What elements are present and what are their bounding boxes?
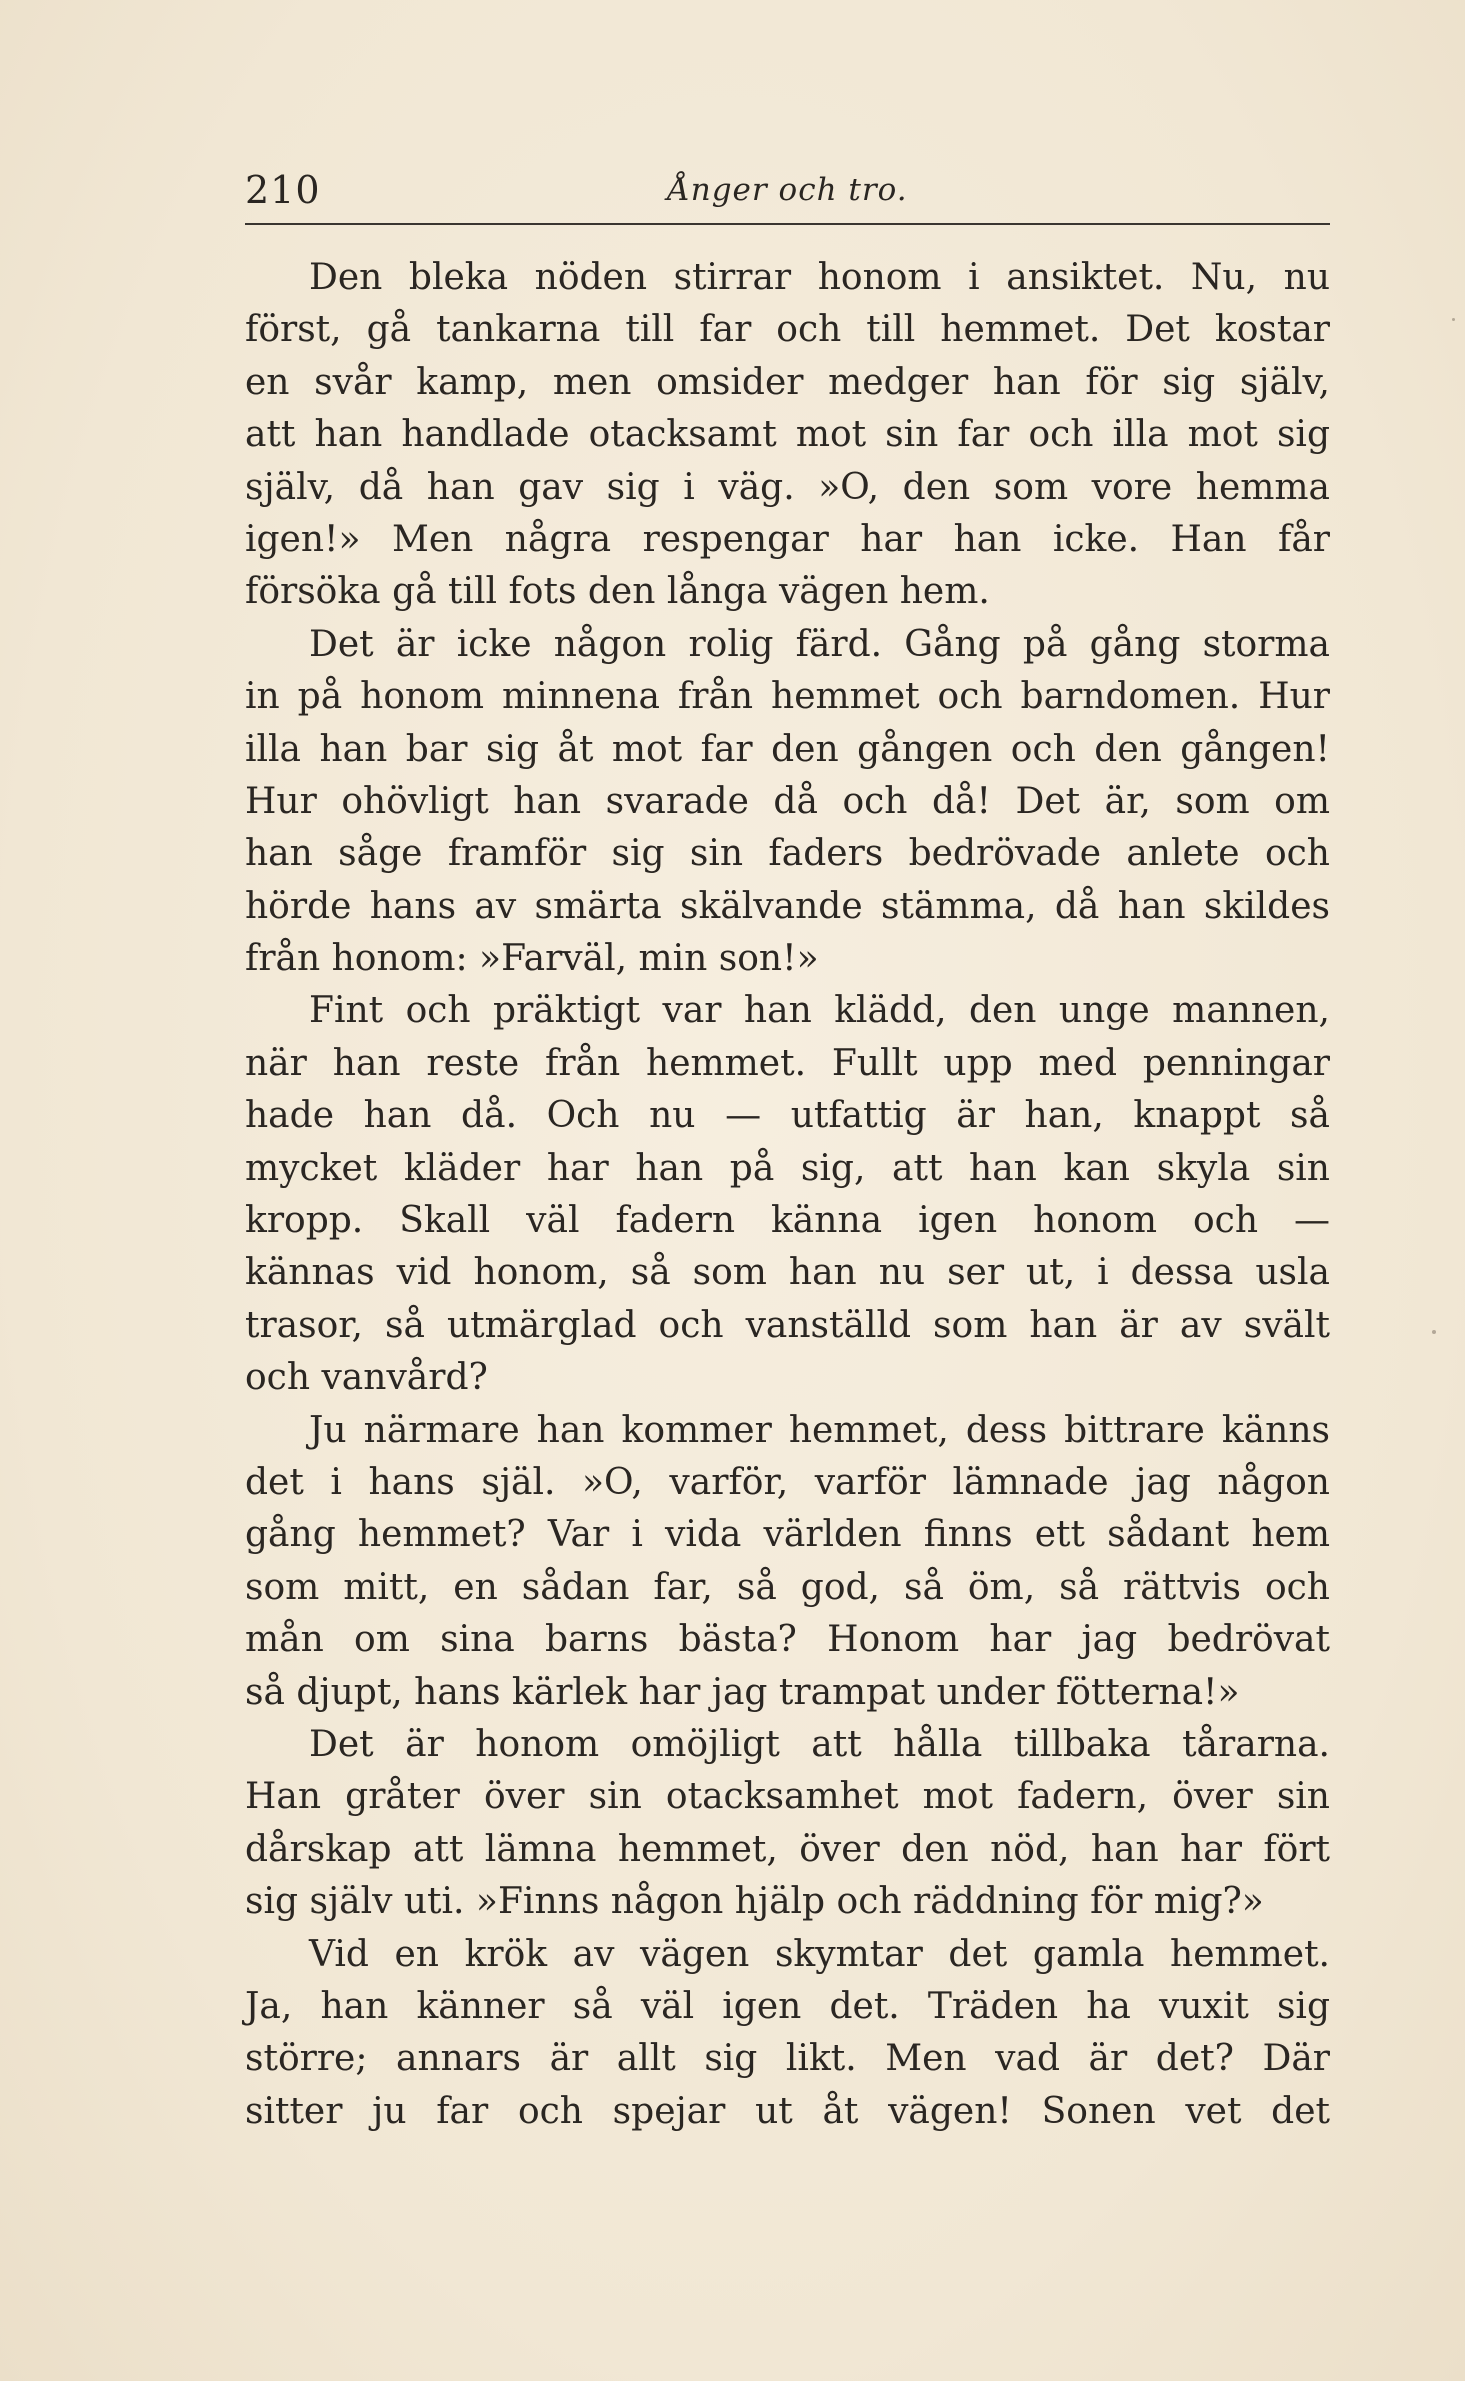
text-line: Ja, han känner så väl igen det. Träden ha vuxit sig — [245, 1985, 1330, 2027]
paper-speck — [1452, 318, 1455, 321]
text-line: själv, då han gav sig i väg. »O, den som vore hemma — [245, 466, 1330, 508]
body-text — [245, 252, 1330, 2138]
text-line: kännas vid honom, så som han nu ser ut, i dessa usla — [245, 1252, 1330, 1294]
text-line: större; annars är allt sig likt. Men vad är det? Där — [245, 2038, 1330, 2080]
text-line: hade han då. Och nu — utfattig är han, knappt så — [245, 1095, 1330, 1137]
text-line: igen!» Men några respengar har han icke. Han får — [245, 518, 1330, 560]
text-line: Fint och präktigt var han klädd, den unge mannen, — [309, 990, 1330, 1032]
text-line: in på honom minnena från hemmet och barndomen. Hur — [245, 676, 1330, 718]
text-line: när han reste från hemmet. Fullt upp med penningar — [245, 1042, 1330, 1084]
text-line: gång hemmet? Var i vida världen finns ett sådant hem — [245, 1514, 1330, 1556]
text-line: sitter ju far och spejar ut åt vägen! Sonen vet det — [245, 2090, 1330, 2132]
text-line: illa han bar sig åt mot far den gången och den gången! — [245, 728, 1330, 770]
page-number: 210 — [245, 168, 321, 212]
text-line: mycket kläder har han på sig, att han kan skyla sin — [245, 1147, 1330, 1189]
text-line: en svår kamp, men omsider medger han för sig själv, — [245, 361, 1330, 403]
text-line: hörde hans av smärta skälvande stämma, då han skildes — [245, 885, 1330, 927]
text-line: Han gråter över sin otacksamhet mot fadern, över sin — [245, 1776, 1330, 1818]
text-line: så djupt, hans kärlek har jag trampat under fötterna!» — [245, 1671, 1240, 1713]
text-line: sig själv uti. »Finns någon hjälp och räddning för mig?» — [245, 1881, 1264, 1923]
page-header — [245, 168, 1330, 212]
text-line: Vid en krök av vägen skymtar det gamla hemmet. — [309, 1933, 1330, 1975]
text-line: mån om sina barns bästa? Honom har jag bedrövat — [245, 1619, 1330, 1661]
text-line: försöka gå till fots den långa vägen hem. — [245, 571, 990, 613]
text-line: Hur ohövligt han svarade då och då! Det är, som om — [245, 780, 1330, 822]
text-line: han såge framför sig sin faders bedrövade anlete och — [245, 833, 1330, 875]
text-line: först, gå tankarna till far och till hemmet. Det kostar — [245, 309, 1330, 351]
text-line: Ju närmare han kommer hemmet, dess bittrare känns — [309, 1409, 1330, 1451]
text-line: och vanvård? — [245, 1357, 488, 1399]
paper-speck — [1432, 1330, 1436, 1334]
text-line: Det är icke någon rolig färd. Gång på gång storma — [309, 623, 1330, 665]
text-line: det i hans själ. »O, varför, varför lämnade jag någon — [245, 1461, 1330, 1503]
running-title: Ånger och tro. — [667, 172, 908, 208]
text-line: Det är honom omöjligt att hålla tillbaka tårarna. — [309, 1723, 1330, 1765]
text-line: kropp. Skall väl fadern känna igen honom och — — [245, 1200, 1330, 1242]
text-line: som mitt, en sådan far, så god, så öm, så rättvis och — [245, 1566, 1330, 1608]
text-line: trasor, så utmärglad och vanställd som han är av svält — [245, 1304, 1330, 1346]
text-line: dårskap att lämna hemmet, över den nöd, han har fört — [245, 1828, 1330, 1870]
text-line: från honom: »Farväl, min son!» — [245, 938, 819, 980]
text-line: att han handlade otacksamt mot sin far och illa mot sig — [245, 414, 1330, 456]
text-line: Den bleka nöden stirrar honom i ansiktet. Nu, nu — [309, 257, 1330, 298]
header-rule — [245, 223, 1330, 225]
